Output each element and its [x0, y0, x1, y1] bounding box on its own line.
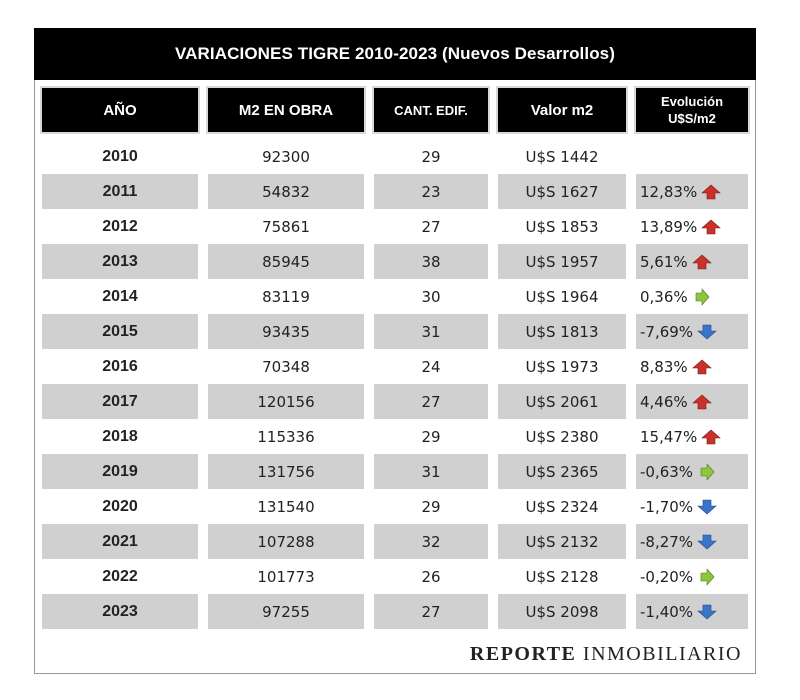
- cell-evo: [636, 314, 748, 349]
- cell-year: 2022: [102, 567, 138, 585]
- cell-valor: U$S 2324: [525, 497, 599, 516]
- evo-value: -0,20%: [640, 567, 694, 586]
- table-row: [0, 244, 800, 279]
- arrow-up-icon: [692, 253, 712, 271]
- cell-cant: 29: [421, 147, 441, 166]
- table-row: [0, 209, 800, 244]
- arrow-up-icon: [701, 183, 721, 201]
- cell-m2: 54832: [208, 174, 364, 209]
- cell-year: 2011: [42, 174, 198, 209]
- header-year: AÑO: [42, 88, 198, 132]
- arrow-up-icon: [692, 393, 712, 411]
- cell-m2: 93435: [208, 314, 364, 349]
- table-row: [0, 524, 800, 559]
- cell-year: 2023: [42, 594, 198, 629]
- cell-year: 2020: [102, 497, 138, 515]
- table-row: [0, 174, 800, 209]
- table-row: [0, 559, 800, 594]
- cell-m2: 70348: [262, 357, 310, 376]
- table-row: [0, 419, 800, 454]
- evo-value: -7,69%: [640, 322, 694, 341]
- cell-year: 2010: [102, 147, 138, 165]
- table-row: [0, 594, 800, 629]
- cell-evo: [636, 524, 748, 559]
- table-row: [0, 279, 800, 314]
- cell-valor: U$S 2061: [498, 384, 626, 419]
- arrow-up-icon: [692, 358, 712, 376]
- cell-m2: 92300: [262, 147, 310, 166]
- cell-evo: [636, 349, 748, 384]
- evo-value: 15,47%: [640, 427, 698, 446]
- cell-valor: U$S 2380: [525, 427, 599, 446]
- arrow-down-icon: [697, 603, 717, 621]
- cell-cant: 27: [421, 217, 441, 236]
- cell-evo: [636, 594, 748, 629]
- cell-valor: U$S 1964: [525, 287, 599, 306]
- table-row: [0, 489, 800, 524]
- cell-cant: 29: [421, 427, 441, 446]
- arrow-up-icon: [701, 428, 721, 446]
- brand-bold: REPORTE: [469, 643, 577, 665]
- cell-cant: 27: [374, 384, 488, 419]
- cell-year: 2018: [102, 427, 138, 445]
- evo-value: -1,40%: [640, 602, 694, 621]
- arrow-right-icon: [697, 568, 717, 586]
- table-row: [0, 454, 800, 489]
- brand-regular: INMOBILIARIO: [582, 643, 742, 665]
- cell-cant: 31: [374, 454, 488, 489]
- cell-year: 2019: [42, 454, 198, 489]
- cell-cant: 32: [374, 524, 488, 559]
- cell-valor: U$S 1442: [525, 147, 599, 166]
- evo-value: 12,83%: [640, 182, 698, 201]
- cell-evo: [636, 559, 748, 594]
- cell-year: 2016: [102, 357, 138, 375]
- cell-m2: 120156: [208, 384, 364, 419]
- brand-logo: [470, 643, 742, 666]
- header-cant: CANT. EDIF.: [374, 88, 488, 132]
- cell-cant: 24: [421, 357, 441, 376]
- arrow-right-icon: [692, 288, 712, 306]
- cell-evo: [636, 244, 748, 279]
- table-row: [0, 139, 800, 174]
- cell-m2: 101773: [257, 567, 315, 586]
- cell-evo: [636, 209, 748, 244]
- cell-year: 2014: [102, 287, 138, 305]
- cell-valor: U$S 2132: [498, 524, 626, 559]
- cell-m2: 131540: [257, 497, 315, 516]
- arrow-down-icon: [697, 533, 717, 551]
- arrow-down-icon: [697, 323, 717, 341]
- evo-value: 4,46%: [640, 392, 688, 411]
- cell-year: 2015: [42, 314, 198, 349]
- cell-evo: [636, 279, 748, 314]
- cell-year: 2017: [42, 384, 198, 419]
- table-row: [0, 314, 800, 349]
- header-evolucion: [636, 88, 748, 132]
- evo-value: 8,83%: [640, 357, 688, 376]
- cell-cant: 30: [421, 287, 441, 306]
- cell-m2: 97255: [208, 594, 364, 629]
- cell-evo: [636, 489, 748, 524]
- arrow-down-icon: [697, 498, 717, 516]
- header-evo-line2: U$S/m2: [668, 111, 716, 126]
- table-row: [0, 349, 800, 384]
- evo-value: 0,36%: [640, 287, 688, 306]
- cell-cant: 31: [374, 314, 488, 349]
- arrow-right-icon: [697, 463, 717, 481]
- cell-cant: 27: [374, 594, 488, 629]
- cell-valor: U$S 1957: [498, 244, 626, 279]
- cell-evo: [636, 384, 748, 419]
- cell-valor: U$S 1853: [525, 217, 599, 236]
- evo-value: -0,63%: [640, 462, 694, 481]
- cell-cant: 38: [374, 244, 488, 279]
- cell-valor: U$S 1813: [498, 314, 626, 349]
- evo-value: 13,89%: [640, 217, 698, 236]
- cell-m2: 75861: [262, 217, 310, 236]
- evo-value: -1,70%: [640, 497, 694, 516]
- page-title: VARIACIONES TIGRE 2010-2023 (Nuevos Desarrollos): [34, 28, 756, 80]
- cell-year: 2012: [102, 217, 138, 235]
- cell-evo: [636, 454, 748, 489]
- header-m2: M2 EN OBRA: [208, 88, 364, 132]
- evo-value: 5,61%: [640, 252, 688, 271]
- evo-value: -8,27%: [640, 532, 694, 551]
- cell-evo: [636, 419, 748, 454]
- arrow-up-icon: [701, 218, 721, 236]
- cell-cant: 29: [421, 497, 441, 516]
- cell-m2: 85945: [208, 244, 364, 279]
- table-row: [0, 384, 800, 419]
- cell-m2: 131756: [208, 454, 364, 489]
- cell-valor: U$S 1627: [498, 174, 626, 209]
- cell-valor: U$S 2128: [525, 567, 599, 586]
- cell-evo: [636, 174, 748, 209]
- cell-year: 2013: [42, 244, 198, 279]
- cell-m2: 115336: [257, 427, 315, 446]
- header-evo-line1: Evolución: [660, 94, 724, 109]
- cell-valor: U$S 2365: [498, 454, 626, 489]
- cell-evo: [636, 139, 748, 174]
- cell-valor: U$S 1973: [525, 357, 599, 376]
- cell-year: 2021: [42, 524, 198, 559]
- cell-cant: 23: [374, 174, 488, 209]
- cell-m2: 107288: [208, 524, 364, 559]
- cell-cant: 26: [421, 567, 441, 586]
- cell-m2: 83119: [262, 287, 310, 306]
- cell-valor: U$S 2098: [498, 594, 626, 629]
- header-valor: Valor m2: [498, 88, 626, 132]
